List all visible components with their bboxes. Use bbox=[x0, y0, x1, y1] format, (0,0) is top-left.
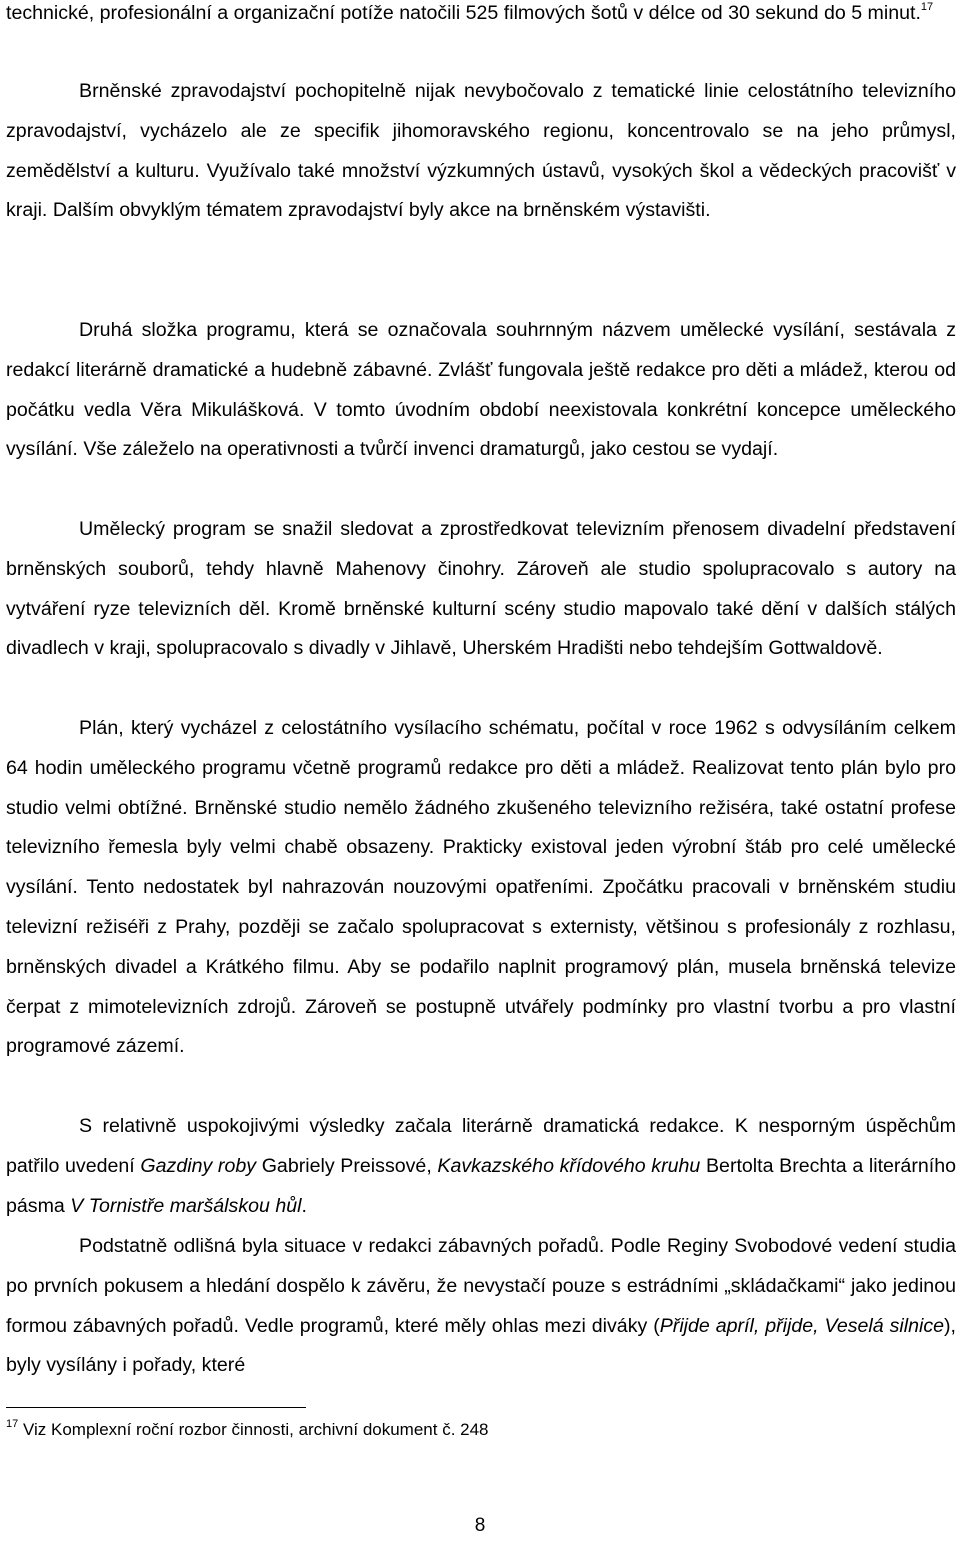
text-run: Brněnské zpravodajství pochopitelně nijak nevybočovalo z tematické linie celostátního televizního zpravodajství, vycházelo ale ze specifik jihomoravského regionu, koncentrovalo se na jeho průmysl, zemědělství a kulturu. Využívalo také množství výzkumných ústavů, vysokých škol a vědeckých pracovišť v kraji. Dalším obvyklým tématem zpravodajství byly akce na brněnském výstavišti. bbox=[6, 80, 956, 222]
footnote-reference: 17 bbox=[920, 1, 934, 13]
paragraph-program-plan bbox=[6, 709, 956, 1067]
paragraph-literary-drama bbox=[6, 1107, 956, 1226]
italic-title: Gazdiny roby bbox=[140, 1154, 257, 1177]
text-run: S relativně uspokojivými výsledky začala literárně dramatická redakce. K nesporným úspěchům patřilo uvedení bbox=[6, 1115, 956, 1177]
paragraph-entertainment bbox=[6, 1227, 956, 1386]
paragraph-arts-broadcasting bbox=[6, 311, 956, 470]
text-run: Bertolta Brechta a literárního pásma bbox=[6, 1154, 956, 1217]
footnote-marker: 17 bbox=[6, 1418, 19, 1430]
footnote-text: Viz Komplexní roční rozbor činnosti, archivní dokument č. 248 bbox=[22, 1420, 489, 1439]
text-run: Plán, který vycházel z celostátního vysílacího schématu, počítal v roce 1962 s odvysíláním celkem 64 hodin uměleckého programu včetně programů redakce pro děti a mládež. Realizovat tento plán bylo pro studio velmi obtížné. Brněnské studio nemělo žádného zkušeného televizního režiséra, také ostatní profese televizního řemesla byly velmi chabě obsazeny. Prakticky existoval jeden výrobní štáb pro celé umělecké vysílání. Tento nedostatek byl nahrazován nouzovými opatřeními. Zpočátku pracovali v brněnském studiu televizní režiséři z Prahy, později se začalo spolupracovat s externisty, většinou s profesionály z rozhlasu, brněnských divadel a Krátkého filmu. Aby se podařilo naplnit programový plán, musela brněnská televize čerpat z mimotelevizních zdrojů. Zároveň se postupně utvářely podmínky pro vlastní tvorbu a pro vlastní programové zázemí. bbox=[6, 717, 956, 1058]
text-run: . bbox=[301, 1194, 307, 1217]
footnote bbox=[6, 1418, 956, 1442]
text-run: Podstatně odlišná byla situace v redakci zábavných pořadů. Podle Reginy Svobodové vedení studia po prvních pokusem a hledání dospělo k závěru, že nevystačí pouze s estrádními „skládačkami“ jako jedinou formou zábavných pořadů. Vedle programů, které měly ohlas mezi diváky ( bbox=[6, 1235, 956, 1337]
text-run: Druhá složka programu, která se označovala souhrnným názvem umělecké vysílání, sestávala z redakcí literárně dramatické a hudebně zábavné. Zvlášť fungovala ještě redakce pro děti a mládež, kterou od počátku vedla Věra Mikulášková. V tomto úvodním období neexistovala konkrétní koncepce uměleckého vysílání. Vše záleželo na operativnosti a tvůrčí invenci dramaturgů, jako cestou se vydají. bbox=[6, 319, 956, 461]
italic-title: V Tornistře maršálskou hůl bbox=[70, 1194, 302, 1217]
footnote-separator bbox=[6, 1407, 306, 1408]
italic-title: Kavkazského křídového kruhu bbox=[437, 1154, 701, 1177]
text-run: Gabriely Preissové, bbox=[256, 1154, 438, 1177]
paragraph-news-coverage bbox=[6, 72, 956, 231]
page-number: 8 bbox=[474, 1515, 486, 1536]
text-run: ), byly vysílány i pořady, které bbox=[6, 1314, 956, 1377]
text-run: technické, profesionální a organizační potíže natočili 525 filmových šotů v délce od 30 sekund do 5 minut. bbox=[6, 2, 921, 24]
text-run: Umělecký program se snažil sledovat a zprostředkovat televizním přenosem divadelní představení brněnských souborů, tehdy hlavně Mahenovy činohry. Zároveň ale studio spolupracovalo s autory na vytváření ryze televizních děl. Kromě brněnské kulturní scény studio mapovalo také dění v dalších stálých divadlech v kraji, spolupracovalo s divadly v Jihlavě, Uherském Hradišti nebo tehdejším Gottwaldově. bbox=[6, 518, 956, 660]
paragraph-arts-program bbox=[6, 510, 956, 669]
paragraph-intro-continuation bbox=[6, 0, 956, 34]
italic-title: Přijde apríl, přijde, Veselá silnice bbox=[659, 1314, 945, 1337]
